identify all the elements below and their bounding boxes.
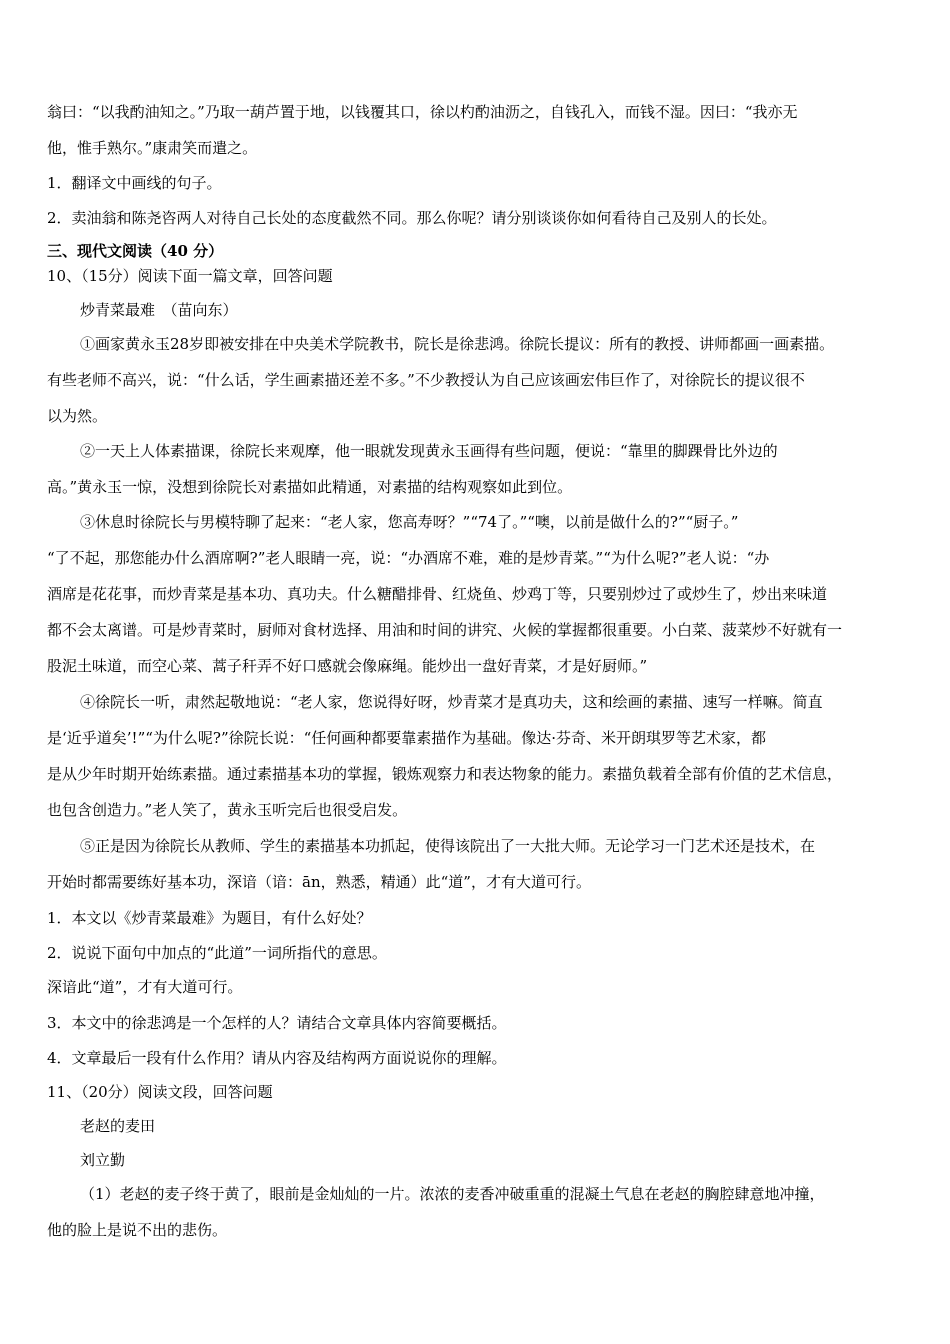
paragraph-line: 以为然。 <box>47 407 108 425</box>
article-title: 老赵的麦田 <box>80 1117 156 1135</box>
question-10-3: 3．本文中的徐悲鸿是一个怎样的人？请结合文章具体内容简要概括。 <box>47 1014 507 1032</box>
question-10-header: 10、（15分）阅读下面一篇文章，回答问题 <box>47 267 333 285</box>
article-title: 炒青菜最难 （苗向东） <box>80 301 238 319</box>
section-heading: 三、现代文阅读（40 分） <box>47 242 224 260</box>
question-10-1: 1．本文以《炒青菜最难》为题目，有什么好处？ <box>47 909 372 927</box>
paragraph-line: （1）老赵的麦子终于黄了，眼前是金灿灿的一片。浓浓的麦香冲破重重的混凝土气息在老赵的胸腔肆意地冲撞， <box>80 1185 825 1203</box>
question-2: 2．卖油翁和陈尧咨两人对待自己长处的态度截然不同。那么你呢？请分别谈谈你如何看待自己及别人的长处。 <box>47 209 777 227</box>
article-author: 刘立勤 <box>80 1151 126 1169</box>
paragraph-line: ④徐院长一听，肃然起敬地说：“老人家，您说得好呀，炒青菜才是真功夫，这和绘画的素描、速写一样嘛。简直 <box>80 693 823 711</box>
quoted-sentence: 深谙此“道”，才有大道可行。 <box>47 978 243 996</box>
paragraph-line: 开始时都需要练好基本功，深谙（谙：ān，熟悉，精通）此“道”，才有大道可行。 <box>47 873 591 891</box>
paragraph-line: 高。”黄永玉一惊，没想到徐院长对素描如此精通，对素描的结构观察如此到位。 <box>47 478 573 496</box>
paragraph-line: 是从少年时期开始练素描。通过素描基本功的掌握，锻炼观察力和表达物象的能力。素描负载着全部有价值的艺术信息， <box>47 765 843 783</box>
paragraph-line: 也包含创造力。”老人笑了，黄永玉听完后也很受启发。 <box>47 801 408 819</box>
text-line: 他，惟手熟尔。”康肃笑而遣之。 <box>47 139 258 157</box>
question-1: 1．翻译文中画线的句子。 <box>47 174 222 192</box>
question-10-4: 4．文章最后一段有什么作用？请从内容及结构两方面说说你的理解。 <box>47 1049 507 1067</box>
paragraph-line: 是‘近乎道矣’!”“为什么呢?”徐院长说：“任何画种都要靠素描作为基础。像达·芬奇、米开朗琪罗等艺术家，都 <box>47 729 767 747</box>
paragraph-line: 股泥土味道，而空心菜、蒿子秆弄不好口感就会像麻绳。能炒出一盘好青菜，才是好厨师。” <box>47 657 648 675</box>
text-line: 翁曰：“以我酌油知之。”乃取一葫芦置于地，以钱覆其口，徐以杓酌油沥之，自钱孔入，而钱不湿。因曰：“我亦无 <box>47 103 798 121</box>
paragraph-line: ③休息时徐院长与男模特聊了起来：“老人家，您高寿呀？”“74了。”“噢，以前是做什么的?”“厨子。” <box>80 513 739 531</box>
paragraph-line: ①画家黄永玉28岁即被安排在中央美术学院教书，院长是徐悲鸿。徐院长提议：所有的教授、讲师都画一画素描。 <box>80 335 835 353</box>
paragraph-line: ⑤正是因为徐院长从教师、学生的素描基本功抓起，使得该院出了一大批大师。无论学习一门艺术还是技术，在 <box>80 837 816 855</box>
question-10-2: 2．说说下面句中加点的“此道”一词所指代的意思。 <box>47 944 387 962</box>
paragraph-line: ②一天上人体素描课，徐院长来观摩，他一眼就发现黄永玉画得有些问题，便说：“靠里的脚踝骨比外边的 <box>80 442 778 460</box>
question-11-header: 11、（20分）阅读文段，回答问题 <box>47 1083 273 1101</box>
paragraph-line: 有些老师不高兴，说：“什么话，学生画素描还差不多。”不少教授认为自己应该画宏伟巨作了，对徐院长的提议很不 <box>47 371 805 389</box>
paragraph-line: 他的脸上是说不出的悲伤。 <box>47 1221 228 1239</box>
paragraph-line: 都不会太离谱。可是炒青菜时，厨师对食材选择、用油和时间的讲究、火候的掌握都很重要。小白菜、菠菜炒不好就有一 <box>47 621 843 639</box>
paragraph-line: “了不起，那您能办什么酒席啊?”老人眼睛一亮，说：“办酒席不难，难的是炒青菜。”“为什么呢?”老人说：“办 <box>47 549 770 567</box>
paragraph-line: 酒席是花花事，而炒青菜是基本功、真功夫。什么糖醋排骨、红烧鱼、炒鸡丁等，只要别炒过了或炒生了，炒出来味道 <box>47 585 828 603</box>
